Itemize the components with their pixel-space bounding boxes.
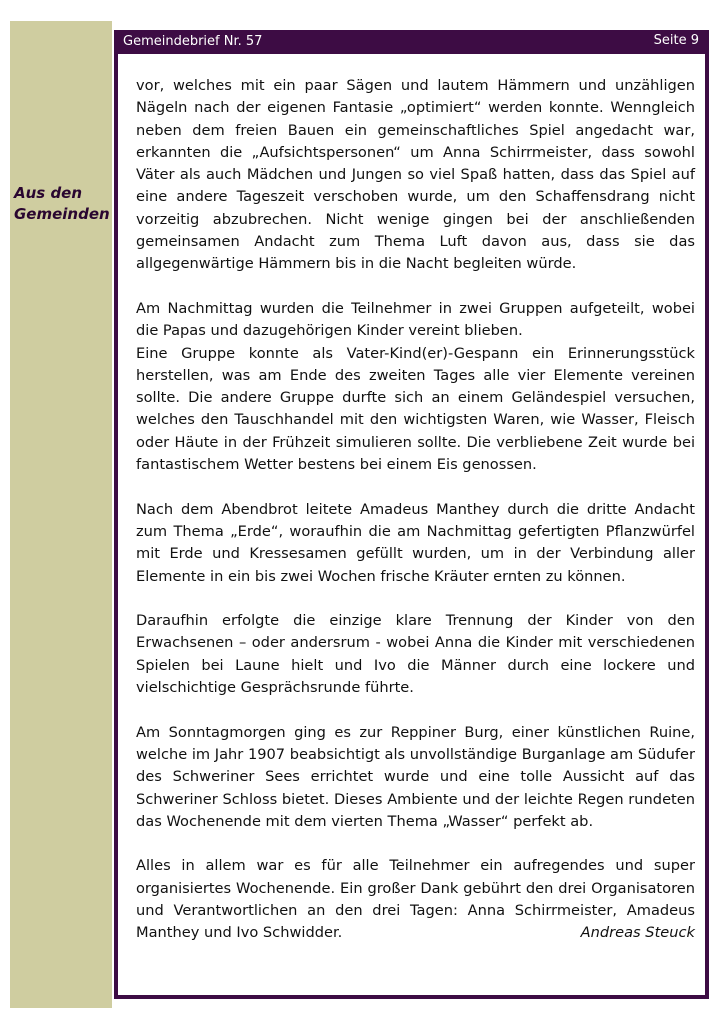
paragraph: Am Nachmittag wurden die Teilnehmer in zwei Gruppen aufgeteilt, wobei die Papas und dazugehörigen Kinder vereint blieben. bbox=[136, 299, 695, 340]
paragraph: Am Sonntagmorgen ging es zur Reppiner Burg, einer künstlichen Ruine, welche im Jahr 1907 beabsichtigt als unvollständige Burganlage am Südufer des Schweriner Sees errichtet wurde und eine tolle Aussicht auf das Schweriner Schloss bietet. Dieses Ambiente und der leichte Regen rundeten das Wochenende mit dem vierten Thema „Wasser“ perfekt ab. bbox=[136, 723, 695, 830]
article-body bbox=[136, 75, 695, 945]
author-signature: Andreas Steuck bbox=[580, 924, 695, 942]
paragraph: Eine Gruppe konnte als Vater-Kind(er)-Gespann ein Erinnerungsstück herstellen, was am Ende des zweiten Tages alle vier Elemente vereinen sollte. Die andere Gruppe durfte sich an einem Geländespiel versuchen, welches den Tauschhandel mit den wichtigsten Waren, wie Wasser, Fleisch oder Häute in der Frühzeit simulieren sollte. Die verbliebene Zeit wurde bei fantastischem Wetter bestens bei einem Eis genossen. bbox=[136, 344, 695, 474]
closing-paragraph bbox=[136, 855, 695, 944]
closing-text: Alles in allem war es für alle Teilnehmer ein aufregendes und super organisiertes Wochenende. Ein großer Dank gebührt den drei Organisatoren und Verantwortlichen an den drei Tagen: Anna Schirrmeister, Amadeus Manthey und Ivo Schwidder. bbox=[136, 857, 695, 942]
newsletter-title: Gemeindebrief Nr. 57 bbox=[123, 34, 263, 49]
paragraph: Daraufhin erfolgte die einzige klare Trennung der Kinder von den Erwachsenen – oder andersrum - wobei Anna die Kinder mit verschiedenen Spielen bei Laune hielt und Ivo die Männer durch eine lockere und vielschichtige Gesprächsrunde führte. bbox=[136, 612, 695, 697]
page-header bbox=[114, 30, 709, 54]
section-label bbox=[14, 183, 114, 225]
paragraph: vor, welches mit ein paar Sägen und lautem Hämmern und unzähligen Nägeln nach der eigenen Fantasie „optimiert“ werden konnte. Wenngleich neben dem freien Bauen ein gemeinschaftliches Spiel angedacht war, erkannten die „Aufsichtspersonen“ um Anna Schirrmeister, dass sowohl Väter als auch Mädchen und Jungen so viel Spaß hatten, dass das Spiel auf eine andere Tageszeit verschoben wurde, um den Schaffensdrang nicht vorzeitig abzubrechen. Nicht wenige gingen bei der anschließenden gemeinsamen Andacht zum Thema Luft davon aus, dass sie das allgegenwärtige Hämmern bis in die Nacht begleiten würde. bbox=[136, 77, 695, 273]
sidebar-band bbox=[10, 21, 112, 1008]
page-number: Seite 9 bbox=[653, 33, 699, 48]
paragraph: Nach dem Abendbrot leitete Amadeus Manthey durch die dritte Andacht zum Thema „Erde“, woraufhin die am Nachmittag gefertigten Pflanzwürfel mit Erde und Kressesamen gefüllt wurden, um in der Verbindung aller Elemente in ein bis zwei Wochen frische Kräuter ernten zu können. bbox=[136, 500, 695, 585]
section-label-line1: Aus den bbox=[14, 184, 83, 202]
section-label-line2: Gemeinden bbox=[14, 205, 110, 223]
